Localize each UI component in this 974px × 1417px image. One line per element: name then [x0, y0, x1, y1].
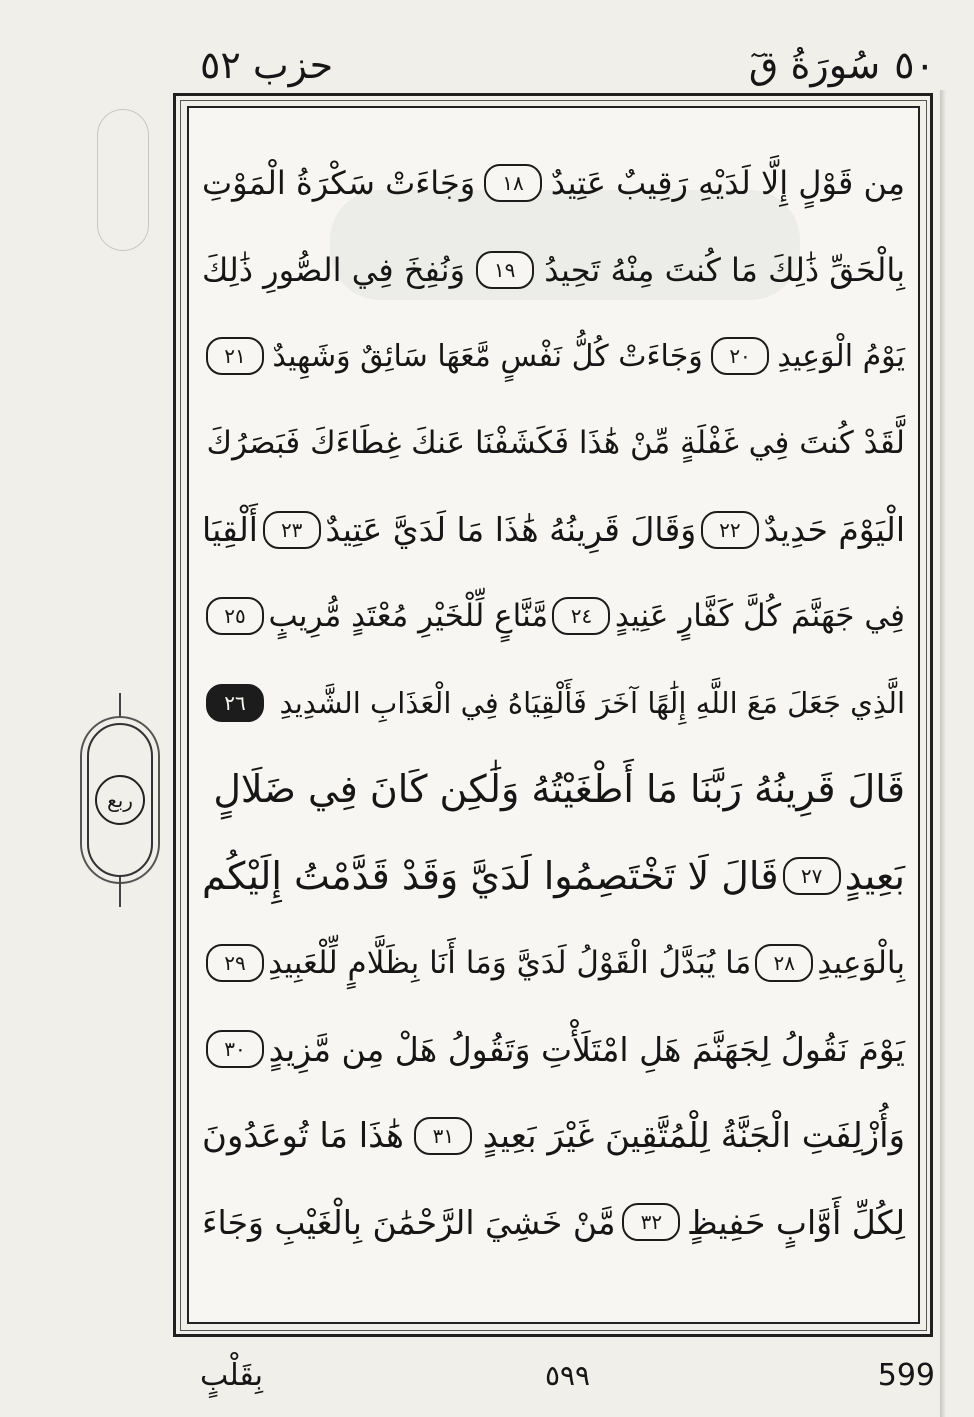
verse-line: [202, 1006, 905, 1093]
verse-text: لَّقَدْ كُنتَ فِي غَفْلَةٍ مِّنْ هَٰذَا فَكَشَفْنَا عَنكَ غِطَاءَكَ فَبَصَرُكَ: [206, 425, 905, 462]
page-header: [200, 40, 935, 90]
verse-text: وَأُزْلِفَتِ الْجَنَّةُ لِلْمُتَّقِينَ غَيْرَ بَعِيدٍ: [482, 1115, 905, 1156]
ayah-number-marker: ٢٣: [263, 511, 321, 549]
ayah-number-marker: ٣٢: [622, 1203, 680, 1241]
verse-line: [202, 227, 905, 314]
rub-marker-stem-top: [119, 693, 121, 723]
hizb-label: حزب ٥٢: [200, 43, 334, 87]
ayah-number-marker: ٣١: [414, 1117, 472, 1155]
verse-text: الَّذِي جَعَلَ مَعَ اللَّهِ إِلَٰهًا آخَرَ فَأَلْقِيَاهُ فِي الْعَذَابِ الشَّدِيدِ: [279, 685, 905, 720]
page-number-arabic: ٥٩٩: [544, 1358, 591, 1392]
verse-text: وَجَاءَتْ كُلُّ نَفْسٍ مَّعَهَا سَائِقٌ وَشَهِيدٌ: [272, 338, 703, 374]
faded-ornament-shape: [97, 109, 149, 251]
verse-text: بِالْحَقِّ ذَٰلِكَ مَا كُنتَ مِنْهُ تَحِيدُ: [544, 250, 905, 289]
verse-text: قَالَ قَرِينُهُ رَبَّنَا مَا أَطْغَيْتُهُ وَلَٰكِن كَانَ فِي ضَلَالٍ: [213, 767, 905, 812]
verse-line: [202, 833, 905, 920]
verse-text: وَقَالَ قَرِينُهُ هَٰذَا مَا لَدَيَّ عَتِيدٌ: [325, 510, 697, 550]
ayah-number-marker: ٢٤: [552, 597, 610, 635]
ayah-number-marker: ١٨: [484, 164, 542, 202]
verse-text: مِن قَوْلٍ إِلَّا لَدَيْهِ رَقِيبٌ عَتِيدٌ: [550, 164, 905, 203]
ayah-number-marker: ١٩: [476, 251, 534, 289]
page-footer: [200, 1350, 935, 1400]
verse-text: هَٰذَا مَا تُوعَدُونَ: [202, 1115, 404, 1156]
ayah-number-marker: ٢١: [206, 337, 264, 375]
verse-text: بَعِيدٍ: [844, 854, 905, 899]
verse-line: [202, 313, 905, 400]
ayah-number-marker: ٢٢: [701, 511, 759, 549]
verse-text: مَا يُبَدَّلُ الْقَوْلُ لَدَيَّ وَمَا أَنَا بِظَلَّامٍ لِّلْعَبِيدِ: [268, 944, 752, 981]
verse-text: أَلْقِيَا: [202, 510, 258, 550]
verse-text: قَالَ لَا تَخْتَصِمُوا لَدَيَّ وَقَدْ قَدَّمْتُ إِلَيْكُم: [202, 854, 779, 899]
faded-margin-ornament: [92, 95, 154, 265]
verse-line: [202, 1179, 905, 1266]
verse-line: [202, 573, 905, 660]
rub-medallion: ربع: [95, 775, 145, 825]
verse-line: [202, 400, 905, 487]
ayah-number-marker: ٢٨: [755, 944, 813, 982]
ayah-number-marker: ٢٠: [711, 337, 769, 375]
verse-text: فِي جَهَنَّمَ كُلَّ كَفَّارٍ عَنِيدٍ: [614, 598, 905, 635]
surah-title: [749, 43, 935, 87]
surah-number: ٥٠: [894, 43, 935, 87]
ayah-number-marker: ٢٧: [783, 857, 841, 895]
verse-text: يَوْمُ الْوَعِيدِ: [777, 338, 905, 374]
verse-text: يَوْمَ نَقُولُ لِجَهَنَّمَ هَلِ امْتَلَأْتِ وَتَقُولُ هَلْ مِن مَّزِيدٍ: [268, 1029, 905, 1069]
verse-line: [202, 746, 905, 833]
verse-text: الْيَوْمَ حَدِيدٌ: [763, 510, 905, 550]
verse-line: [202, 660, 905, 747]
verse-line: [202, 140, 905, 227]
verse-lines: [202, 140, 905, 1266]
page-edge-shadow: [940, 90, 946, 1417]
verse-text: بِالْوَعِيدِ: [817, 944, 905, 981]
ayah-number-marker: ٢٩: [206, 944, 264, 982]
verse-line: [202, 1093, 905, 1180]
verse-text: مَّنَّاعٍ لِّلْخَيْرِ مُعْتَدٍ مُّرِيبٍ: [268, 598, 549, 635]
verse-text: مَّنْ خَشِيَ الرَّحْمَٰنَ بِالْغَيْبِ وَجَاءَ: [202, 1202, 616, 1242]
verse-text: وَجَاءَتْ سَكْرَةُ الْمَوْتِ: [202, 164, 476, 203]
catchword: بِقَلْبٍ: [200, 1357, 263, 1393]
ayah-number-marker: ٢٥: [206, 597, 264, 635]
verse-text: وَنُفِخَ فِي الصُّورِ ذَٰلِكَ: [202, 250, 466, 289]
rub-marker: [80, 690, 160, 910]
rub-marker-stem-bottom: [119, 877, 121, 907]
verse-line: [202, 486, 905, 573]
rub-ornament: [87, 723, 153, 877]
verse-text: لِكُلِّ أَوَّابٍ حَفِيظٍ: [687, 1202, 905, 1242]
page-number-latin: 599: [877, 1357, 935, 1393]
verse-line: [202, 919, 905, 1006]
surah-name: سُورَةُ قٓ: [748, 43, 881, 87]
ayah-number-marker: ٢٦: [206, 684, 264, 722]
ayah-number-marker: ٣٠: [206, 1030, 264, 1068]
